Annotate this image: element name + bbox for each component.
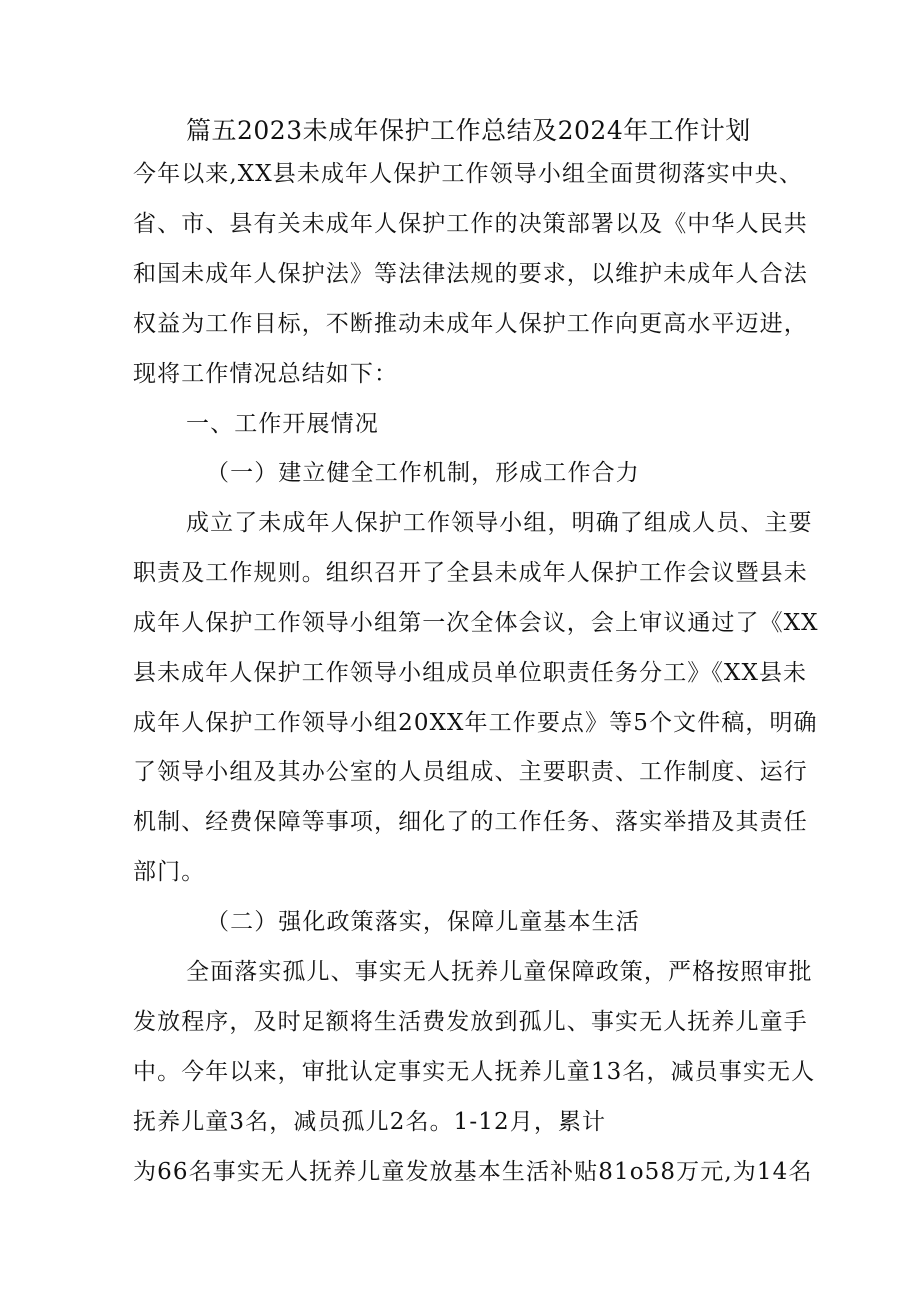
intro-line-4: 权益为工作目标，不断推动未成年人保护工作向更高水平迈进， <box>133 311 808 337</box>
intro-line-2: 省、市、县有关未成年人保护工作的决策部署以及《中华人民共 <box>133 211 808 237</box>
paragraph-2-line-5: 为66名事实无人抚养儿童发放基本生活补贴81o58万元,为14名 <box>133 1159 813 1185</box>
paragraph-2-line-4: 抚养儿童3名，减员孤儿2名。1-12月，累计 <box>133 1109 607 1135</box>
paragraph-1-line-4: 县未成年人保护工作领导小组成员单位职责任务分工》《XX县未 <box>133 660 808 686</box>
intro-line-1: 今年以来,XX县未成年人保护工作领导小组全面贯彻落实中央、 <box>133 161 803 187</box>
paragraph-1-line-5: 成年人保护工作领导小组20XX年工作要点》等5个文件稿，明确 <box>133 710 818 736</box>
intro-line-5: 现将工作情况总结如下： <box>133 361 399 387</box>
paragraph-1-line-7: 机制、经费保障等事项，细化了的工作任务、落实举措及其责任 <box>133 809 808 835</box>
paragraph-2-line-1: 全面落实孤儿、事实无人抚养儿童保障政策，严格按照审批 <box>186 959 813 985</box>
intro-line-3: 和国未成年人保护法》等法律法规的要求，以维护未成年人合法 <box>133 261 808 287</box>
paragraph-1-line-6: 了领导小组及其办公室的人员组成、主要职责、工作制度、运行 <box>133 759 808 785</box>
paragraph-1-line-3: 成年人保护工作领导小组第一次全体会议，会上审议通过了《XX <box>133 610 819 636</box>
section-heading-1: 一、工作开展情况 <box>186 411 379 437</box>
paragraph-1-line-8: 部门。 <box>133 859 206 885</box>
paragraph-1-line-1: 成立了未成年人保护工作领导小组，明确了组成人员、主要 <box>186 510 813 536</box>
paragraph-2-line-2: 发放程序，及时足额将生活费发放到孤儿、事实无人抚养儿童手 <box>133 1009 808 1035</box>
paragraph-1-line-2: 职责及工作规则。组织召开了全县未成年人保护工作会议暨县未 <box>133 560 808 586</box>
document-title: 篇五2023未成年保护工作总结及2024年工作计划 <box>186 116 751 145</box>
paragraph-2-line-3: 中。今年以来，审批认定事实无人抚养儿童13名，减员事实无人 <box>133 1059 816 1085</box>
subsection-heading-1: （一）建立健全工作机制，形成工作合力 <box>206 460 640 486</box>
subsection-heading-2: （二）强化政策落实，保障儿童基本生活 <box>206 909 640 935</box>
